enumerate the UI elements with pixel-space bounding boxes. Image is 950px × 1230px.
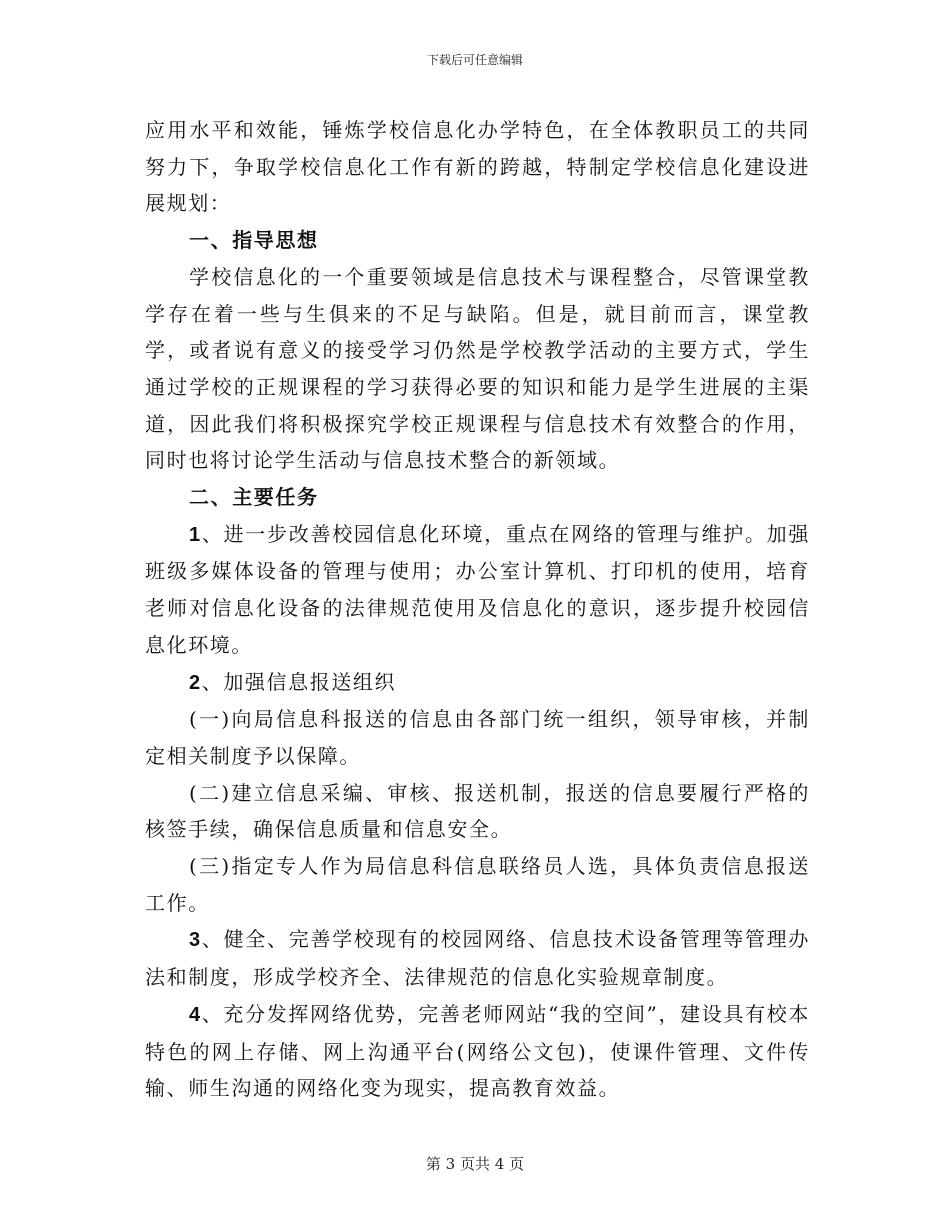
task-item-1 (145, 516, 810, 664)
task-item-2-sub-1: (一)向局信息科报送的信息由各部门统一组织，领导审核，并制定相关制度予以保障。 (145, 707, 810, 768)
page-footer: 第 3 页共 4 页 (425, 1155, 525, 1173)
section-heading-main-tasks: 二、主要任务 (189, 485, 319, 510)
task-item-3-number: 3 (189, 929, 202, 952)
task-item-1-text: 、进一步改善校园信息化环境，重点在网络的管理与维护。加强班级多媒体设备的管理与使用；办公室计算机、打印机的使用，培育老师对信息化设备的法律规范使用及信息化的意识，逐步提升校园信息化环境。 (145, 521, 810, 657)
task-item-2-number: 2 (189, 671, 202, 694)
section-heading-guiding-ideology: 一、指导思想 (189, 228, 319, 253)
page-header: 下载后可任意编辑 (426, 53, 523, 67)
task-item-3 (145, 921, 810, 995)
task-item-2-sub-3: (三)指定专人作为局信息科信息联络员人选，具体负责信息报送工作。 (145, 854, 810, 915)
task-item-2-sub-2: (二)建立信息采编、审核、报送机制，报送的信息要履行严格的核签手续，确保信息质量和信息安全。 (145, 780, 810, 842)
document-body (145, 112, 810, 1107)
task-item-4 (145, 996, 810, 1107)
section-paragraph-guiding-ideology: 学校信息化的一个重要领域是信息技术与课程整合，尽管课堂教学存在着一些与生俱来的不足与缺陷。但是，就目前而言，课堂教学，或者说有意义的接受学习仍然是学校教学活动的主要方式，学生通过学校的正规课程的学习获得必要的知识和能力是学生进展的主渠道，因此我们将积极探究学校正规课程与信息技术有效整合的作用，同时也将讨论学生活动与信息技术整合的新领域。 (145, 264, 810, 473)
task-item-2 (145, 664, 810, 702)
task-item-4-text: 、充分发挥网络优势，完善老师网站“我的空间”，建设具有校本特色的网上存储、网上沟通平台(网络公文包)，使课件管理、文件传输、师生沟通的网络化变为现实，提高教育效益。 (145, 1001, 810, 1101)
task-item-1-number: 1 (189, 523, 202, 546)
task-item-4-number: 4 (189, 1003, 202, 1026)
task-item-3-text: 、健全、完善学校现有的校园网络、信息技术设备管理等管理办法和制度，形成学校齐全、法律规范的信息化实验规章制度。 (145, 927, 810, 990)
intro-paragraph: 应用水平和效能，锤炼学校信息化办学特色，在全体教职员工的共同努力下，争取学校信息化工作有新的跨越，特制定学校信息化建设进展规划： (145, 118, 810, 216)
task-item-2-text: 、加强信息报送组织 (201, 669, 397, 694)
